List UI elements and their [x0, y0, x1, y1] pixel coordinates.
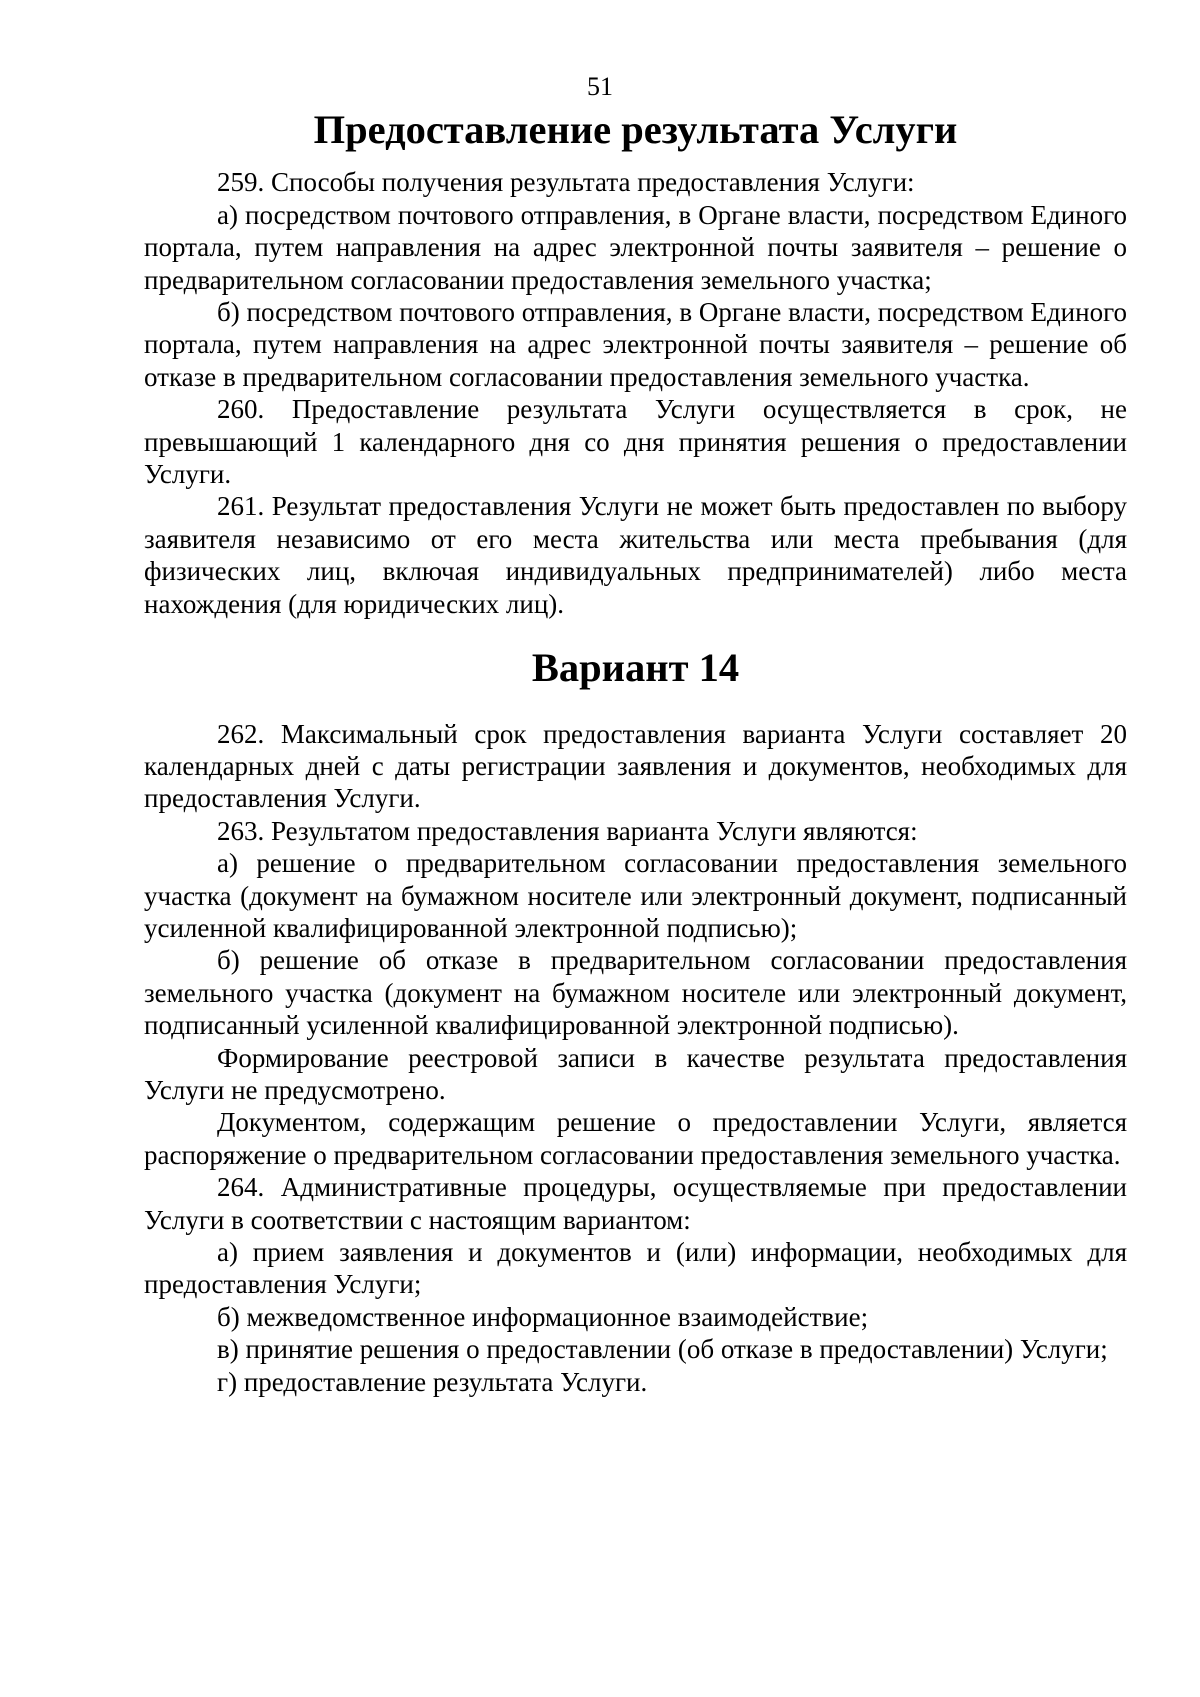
paragraph-263-b: б) решение об отказе в предварительном согласовании предоставления земельного участка (документ на бумажном носителе или электронный документ, подписанный усиленной квалифицированной электронной подписью). — [144, 945, 1127, 1041]
paragraph-264-c: в) принятие решения о предоставлении (об отказе в предоставлении) Услуги; — [217, 1334, 1108, 1365]
section-heading-variant: Вариант 14 — [531, 645, 740, 691]
document-body — [144, 107, 1127, 1398]
section-heading-result: Предоставление результата Услуги — [313, 107, 958, 152]
paragraph-262: 262. Максимальный срок предоставления варианта Услуги составляет 20 календарных дней с даты регистрации заявления и документов, необходимых для предоставления Услуги. — [144, 718, 1127, 814]
paragraph-decision-document: Документом, содержащим решение о предоставлении Услуги, является распоряжение о предварительном согласовании предоставления земельного участка. — [144, 1107, 1127, 1170]
paragraph-264-d: г) предоставление результата Услуги. — [217, 1366, 648, 1397]
paragraph-259: 259. Способы получения результата предоставления Услуги: — [217, 167, 915, 198]
paragraph-260: 260. Предоставление результата Услуги осуществляется в срок, не превышающий 1 календарного дня со дня принятия решения о предоставлении Услуги. — [144, 394, 1127, 490]
paragraph-259-b: б) посредством почтового отправления, в Органе власти, посредством Единого портала, путем направления на адрес электронной почты заявителя – решение об отказе в предварительном согласовании предоставления земельного участка. — [144, 297, 1127, 392]
page-number: 51 — [587, 72, 613, 101]
paragraph-263-a: а) решение о предварительном согласовании предоставления земельного участка (документ на бумажном носителе или электронный документ, подписанный усиленной квалифицированной электронной подписью); — [144, 848, 1127, 943]
paragraph-registry-record: Формирование реестровой записи в качестве результата предоставления Услуги не предусмотрено. — [144, 1042, 1127, 1105]
paragraph-263: 263. Результатом предоставления варианта Услуги являются: — [217, 815, 918, 846]
paragraph-264: 264. Административные процедуры, осуществляемые при предоставлении Услуги в соответствии с настоящим вариантом: — [144, 1172, 1127, 1235]
paragraph-259-a: а) посредством почтового отправления, в Органе власти, посредством Единого портала, путем направления на адрес электронной почты заявителя – решение о предварительном согласовании предоставления земельного участка; — [144, 199, 1127, 295]
paragraph-261: 261. Результат предоставления Услуги не может быть предоставлен по выбору заявителя независимо от его места жительства или места пребывания (для физических лиц, включая индивидуальных предпринимателей) либо места нахождения (для юридических лиц). — [144, 491, 1127, 619]
paragraph-264-a: а) прием заявления и документов и (или) информации, необходимых для предоставления Услуги; — [144, 1237, 1127, 1300]
paragraph-264-b: б) межведомственное информационное взаимодействие; — [217, 1301, 869, 1332]
